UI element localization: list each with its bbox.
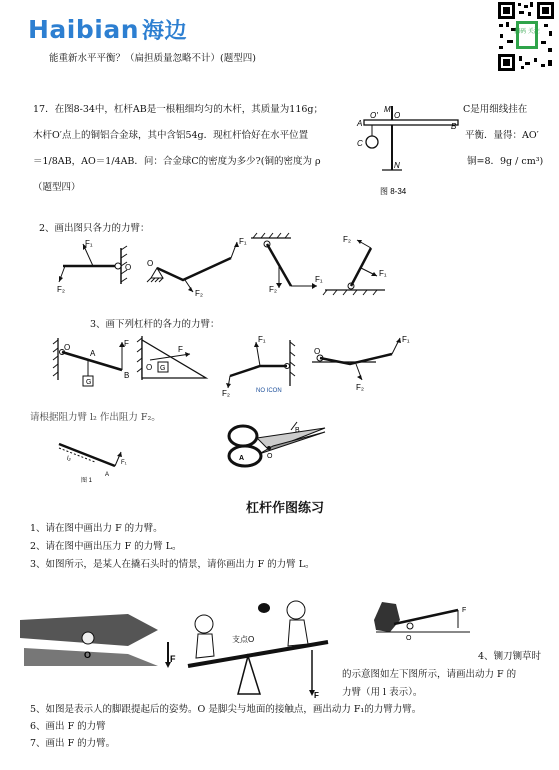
fig1-label-F: F₁ — [121, 460, 127, 466]
practice-item-2: 2、请在图中画出压力 F 的力臂 L。 — [30, 541, 182, 552]
practice-item-5: 5、如图是表示人的脚跟提起后的姿势。O 是脚尖与地面的接触点，画出动力 F₁的力臂力臂。 — [30, 704, 422, 715]
s3-label-A: A — [90, 349, 96, 358]
practice-title: 杠杆作图练习 — [246, 501, 325, 516]
section2-heading: 2、画出图只各力的力臂： — [39, 223, 150, 234]
fig834-label-N: N — [394, 161, 400, 170]
practice-item-4c: 力臂（用 l 表示）。 — [342, 687, 423, 698]
s3-smudge: NO ICON — [256, 388, 282, 394]
clip-figure — [18, 608, 178, 670]
section2-figures — [55, 230, 395, 300]
section3-figures — [50, 330, 420, 400]
fig834-caption: 图 8-34 — [380, 187, 407, 196]
figure-1 — [55, 436, 135, 486]
fig1-caption: 图 1 — [81, 478, 93, 484]
p17-line3: ＝1/8AB，AO＝1/4AB．问：合金球C的密度为多少?(铜的密度为 ρ — [33, 156, 321, 167]
fig1-label-l2: l₂ — [67, 456, 71, 462]
intro-line: 能重新水平平衡？（扁担质量忽略不计）(题型四) — [49, 53, 256, 64]
rock-figure — [370, 598, 480, 642]
s3b-label-G: G — [160, 365, 166, 372]
s2-label-F1: F₁ — [85, 239, 93, 248]
fig834-label-A: A — [357, 119, 363, 128]
scissors-label-A: A — [239, 455, 245, 462]
seesaw-figure — [178, 590, 338, 702]
s3b-label-F: F — [178, 345, 183, 354]
logo-latin: Haibian — [28, 15, 139, 44]
rock-label-F: F — [462, 607, 467, 614]
s2c-label-F1: F₁ — [315, 275, 323, 284]
s2d-label-F1: F₁ — [379, 269, 387, 278]
practice-item-6: 6、画出 F 的力臂 — [30, 721, 106, 732]
fig834-label-O1: O′ — [370, 111, 378, 120]
clip-label-O: O — [84, 650, 92, 660]
s2d-label-F2: F₂ — [343, 235, 351, 244]
p17-line1: 17．在图8-34中，杠杆AB是一根粗细均匀的木杆，其质量为116g； — [33, 104, 323, 115]
s3-label-F: F — [124, 339, 129, 348]
s3d-label-O: O — [314, 347, 321, 356]
fig1-label-A: A — [105, 472, 110, 478]
fig834-label-B: B — [451, 122, 457, 131]
s3b-label-O: O — [146, 363, 153, 372]
s3d-label-F2: F₂ — [356, 383, 364, 392]
fig834-label-M: M — [384, 105, 391, 114]
seesaw-label-F: F — [314, 691, 319, 700]
resist-prompt: 请根据阻力臂 l₂ 作出阻力 F₂。 — [30, 412, 161, 423]
s3-label-B: B — [124, 371, 130, 380]
s3-label-G: G — [86, 379, 92, 386]
s2c-label-F2: F₂ — [269, 285, 277, 294]
p17-line4: （题型四） — [33, 182, 81, 193]
practice-item-4a: 4、铡刀铡草时 — [478, 651, 542, 662]
s2-label-O: O — [125, 263, 132, 272]
s2b-label-F2: F₂ — [195, 289, 203, 298]
fig834-label-C: C — [357, 139, 363, 148]
rock-label-O: O — [406, 635, 412, 642]
practice-item-1: 1、请在图中画出力 F 的力臂。 — [30, 523, 163, 534]
s3-label-O: O — [64, 343, 71, 352]
scissors-figure — [225, 420, 330, 472]
p17-line2: 木杆O′点上的铜铝合金球，其中含铝54g．现杠杆恰好在水平位置 — [33, 130, 309, 141]
logo-cn: 海边 — [142, 19, 188, 44]
p17-line1-right: C是用细线挂在 — [463, 104, 528, 115]
p17-line3-right: 铜=8．9g / cm³) — [467, 156, 544, 167]
s2b-label-F1: F₁ — [239, 237, 247, 246]
s2-label-F2: F₂ — [57, 285, 65, 294]
practice-item-7: 7、画出 F 的力臂。 — [30, 738, 116, 749]
s3c-label-F2: F₂ — [222, 389, 230, 398]
s2b-label-O: O — [147, 259, 154, 268]
p17-line2-right: 平衡．量得：AO′ — [465, 130, 539, 141]
qr-label: 扫码 关注 — [514, 29, 540, 35]
scissors-label-B: B — [295, 427, 300, 434]
s3d-label-F1: F₁ — [402, 335, 410, 344]
scissors-label-O: O — [267, 453, 273, 460]
logo — [28, 14, 187, 45]
practice-item-3: 3、如图所示，是某人在撬石头时的情景，请你画出力 F 的力臂 L。 — [30, 559, 315, 570]
figure-8-34 — [352, 100, 464, 196]
qr-code-icon — [497, 0, 555, 72]
section3-heading: 3、画下列杠杆的各力的力臂： — [90, 319, 220, 330]
clip-label-F: F — [170, 654, 176, 664]
seesaw-pivot-label: 支点O — [232, 635, 255, 644]
fig834-label-O: O — [394, 111, 401, 120]
practice-item-4b: 的示意图如左下图所示，请画出动力 F 的 — [342, 669, 517, 680]
s3c-label-F1: F₁ — [258, 335, 266, 344]
